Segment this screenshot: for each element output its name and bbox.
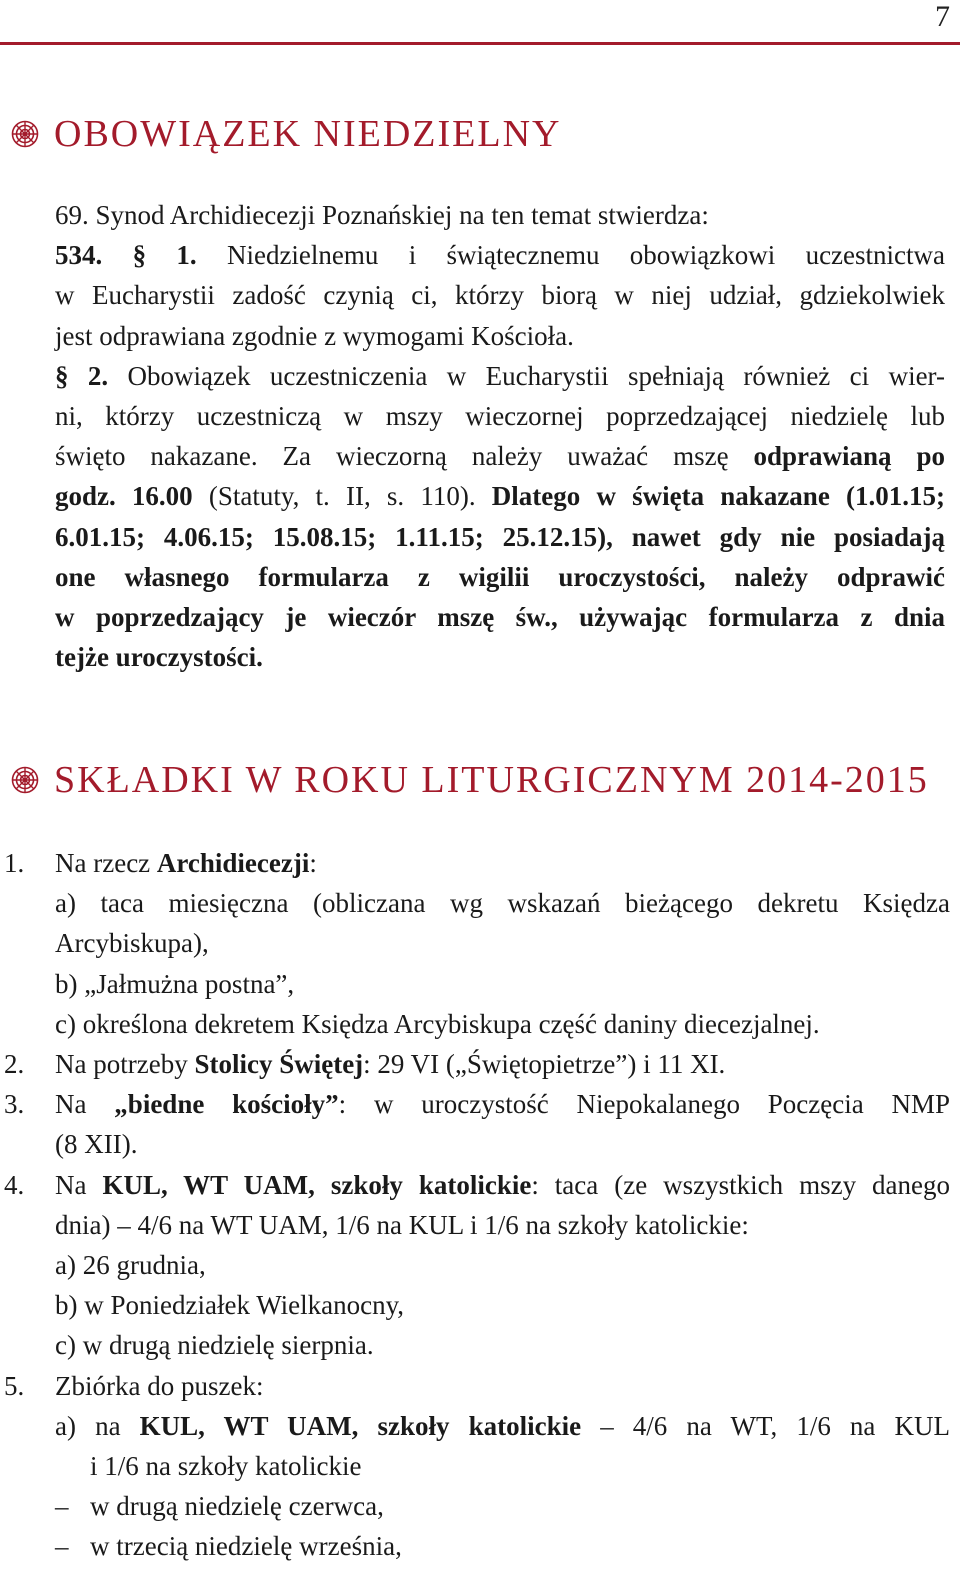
sub-item: b) „Jałmużna postna”,: [55, 968, 295, 999]
collections-list: [0, 843, 950, 1567]
bold-span: „biedne kościoły”: [114, 1089, 339, 1120]
text-span: święto nakazane. Za wieczorną należy uważać mszę: [55, 441, 754, 472]
canon-ref: § 2.: [55, 360, 109, 391]
sub-item: c) określona dekretem Księdza Arcybiskupa część daniny diecezjalnej.: [55, 1008, 820, 1039]
text-line: [55, 356, 945, 396]
text-line: w Eucharystii zadość czynią ci, którzy biorą w niej udział, gdziekolwiek: [55, 280, 945, 311]
list-item: [0, 1044, 950, 1084]
bold-span: Dlatego w święta nakazane (1.01.15;: [491, 481, 945, 512]
item-text: [55, 843, 950, 883]
item-number: 1.: [4, 848, 25, 878]
dash-item-text: w trzecią niedzielę września,: [90, 1531, 402, 1562]
item-text: [55, 1165, 950, 1205]
text-span: :: [309, 848, 317, 878]
text-span: : 29 VI („Świętopietrze”) i 11 XI.: [363, 1049, 726, 1080]
item-number: 2.: [4, 1049, 25, 1080]
bold-span: KUL, WT UAM, szkoły katolickie: [139, 1410, 582, 1441]
header-rule: [0, 42, 960, 45]
section-heading-obowiazek: [0, 112, 960, 156]
sub-item-cont: i 1/6 na szkoły katolickie: [90, 1451, 362, 1482]
item-text: [55, 1044, 950, 1084]
text-line: one własnego formularza z wigilii uroczystości, należy odprawić: [55, 561, 945, 592]
sub-item: c) w drugą niedzielę sierpnia.: [55, 1330, 374, 1361]
dash-marker: –: [55, 1491, 69, 1522]
text-line: [55, 476, 945, 516]
text-line: jest odprawiana zgodnie z wymogami Kościoła.: [55, 320, 574, 351]
text-span: – 4/6 na WT, 1/6 na KUL: [581, 1410, 951, 1441]
rosette-icon: [10, 765, 40, 795]
sub-item-cont: Arcybiskupa),: [55, 928, 209, 959]
rosette-icon: [10, 119, 40, 149]
list-item: [0, 843, 950, 1044]
text-line: w poprzedzający je wieczór mszę św., używając formularza z dnia: [55, 602, 945, 633]
text-line: [55, 436, 945, 476]
text-span: Na potrzeby: [55, 1049, 195, 1080]
text-span: Obowiązek uczestniczenia w Eucharystii spełniają również ci wier-: [108, 360, 945, 391]
section-title: SKŁADKI W ROKU LITURGICZNYM 2014-2015: [54, 759, 929, 801]
text-span: a) na: [55, 1410, 140, 1441]
list-item: [0, 1165, 950, 1366]
text-line: 69. Synod Archidiecezji Poznańskiej na ten temat stwierdza:: [55, 200, 709, 230]
item-text-cont: (8 XII).: [55, 1129, 138, 1160]
bold-span: odprawianą po: [753, 441, 945, 472]
text-span: : w uroczystość Niepokalanego Poczęcia NMP: [338, 1089, 951, 1120]
bold-span: godz. 16.00: [55, 481, 193, 512]
sub-item: a) 26 grudnia,: [55, 1250, 206, 1281]
text-span: (Statuty, t. II, s. 110).: [192, 481, 492, 512]
page-number: 7: [935, 0, 950, 33]
item-number: 5.: [4, 1370, 25, 1401]
sub-item: [55, 1406, 950, 1446]
text-span: Niedzielnemu i świątecznemu obowiązkowi uczestnictwa: [196, 240, 945, 271]
text-line: [55, 235, 945, 275]
text-span: Na rzecz: [55, 848, 157, 878]
list-item: [0, 1366, 950, 1446]
section1-body: [55, 195, 945, 677]
canon-ref: 534. § 1.: [55, 240, 197, 271]
bold-span: KUL, WT UAM, szkoły katolickie: [102, 1169, 532, 1200]
text-line: 6.01.15; 4.06.15; 15.08.15; 1.11.15; 25.12.15), nawet gdy nie posiadają: [55, 521, 945, 552]
item-text: Zbiórka do puszek:: [55, 1370, 264, 1401]
text-line: tejże uroczystości.: [55, 642, 263, 673]
sub-item: a) taca miesięczna (obliczana wg wskazań bieżącego dekretu Księdza: [55, 888, 950, 919]
text-span: : taca (ze wszystkich mszy danego: [531, 1169, 951, 1200]
item-number: 4.: [4, 1169, 25, 1200]
item-text: [55, 1084, 950, 1124]
list-item: [0, 1084, 950, 1164]
sub-item: b) w Poniedziałek Wielkanocny,: [55, 1290, 405, 1321]
bold-span: Archidiecezji: [156, 848, 310, 878]
dash-item: [0, 1486, 950, 1526]
dash-marker: –: [55, 1531, 69, 1562]
dash-item-text: w drugą niedzielę czerwca,: [90, 1491, 384, 1522]
section-heading-skladki: [0, 758, 960, 802]
section-title: OBOWIĄZEK NIEDZIELNY: [54, 113, 562, 155]
text-span: Na: [55, 1169, 103, 1200]
item-number: 3.: [4, 1089, 25, 1120]
text-line: ni, którzy uczestniczą w mszy wieczornej poprzedzającej niedzielę lub: [55, 401, 945, 432]
bold-span: Stolicy Świętej: [194, 1049, 364, 1080]
text-span: Na: [55, 1089, 115, 1120]
item-text-cont: dnia) – 4/6 na WT UAM, 1/6 na KUL i 1/6 na szkoły katolickie:: [55, 1209, 749, 1240]
dash-item: [0, 1526, 950, 1566]
